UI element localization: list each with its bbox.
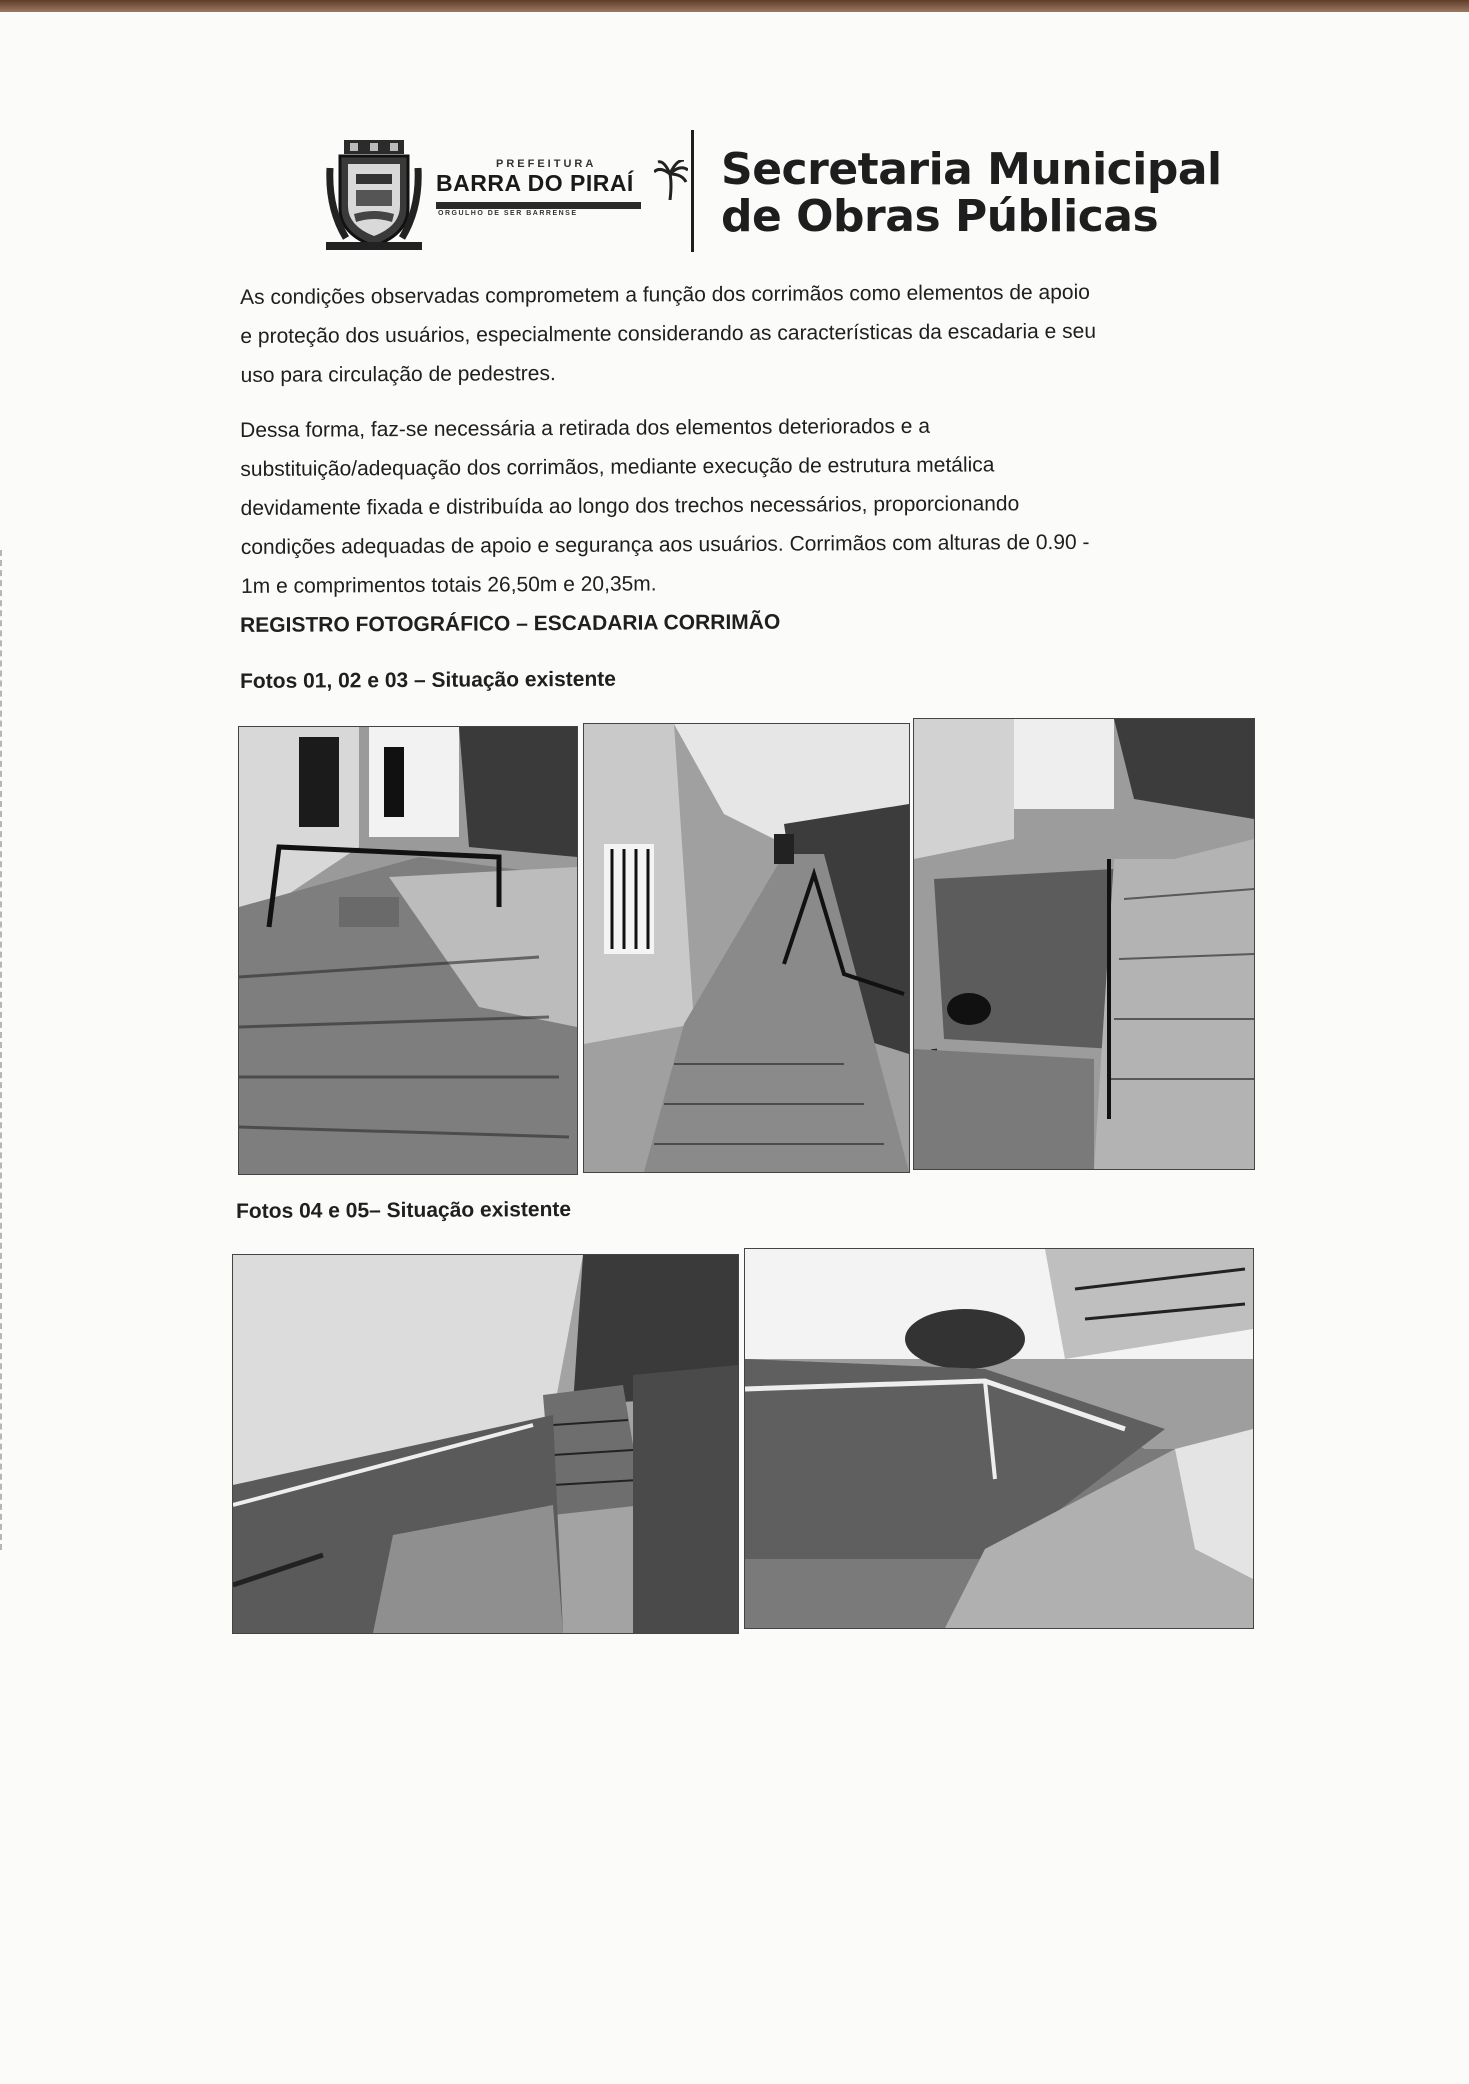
logo-city-name: BARRA DO PIRAÍ	[436, 170, 634, 196]
text-line: 1m e comprimentos totais 26,50m e 20,35m.	[241, 572, 657, 598]
text-line: condições adequadas de apoio e segurança aos usuários. Corrimãos com alturas de 0.90 -	[240, 530, 1090, 559]
photo-01	[238, 726, 578, 1175]
prefeitura-logo	[436, 158, 686, 238]
document-page	[0, 10, 1469, 2084]
photo-caption-2: Fotos 04 e 05– Situação existente	[236, 1197, 572, 1223]
photo-04	[232, 1254, 739, 1634]
logo-prefeitura-label: PREFEITURA	[496, 158, 597, 170]
photo-03	[913, 718, 1255, 1170]
text-line: substituição/adequação dos corrimãos, mediante execução de estrutura metálica	[240, 453, 995, 481]
text-line: As condições observadas comprometem a função dos corrimãos como elementos de apoio	[240, 280, 1090, 309]
photo-05	[744, 1248, 1254, 1629]
letterhead	[326, 120, 1226, 260]
municipal-crest-icon	[326, 138, 422, 252]
section-heading: REGISTRO FOTOGRÁFICO – ESCADARIA CORRIMÃO	[240, 610, 781, 637]
photo-caption-1: Fotos 01, 02 e 03 – Situação existente	[240, 667, 616, 693]
secretaria-title	[721, 146, 1222, 240]
header-divider	[691, 130, 694, 252]
text-line: uso para circulação de pedestres.	[240, 362, 556, 387]
photo-02	[583, 723, 910, 1173]
scan-edge-mark	[0, 550, 5, 1550]
text-line: e proteção dos usuários, especialmente considerando as características da escadaria e seu	[240, 319, 1097, 348]
scan-background-edge	[0, 0, 1469, 12]
palm-tree-icon	[654, 160, 688, 200]
secretaria-line-1: Secretaria Municipal	[721, 144, 1222, 195]
paragraph-1	[240, 272, 1251, 395]
paragraph-2	[240, 405, 1251, 606]
logo-motto: ORGULHO DE SER BARRENSE	[438, 210, 578, 217]
logo-rule	[436, 202, 641, 209]
text-line: Dessa forma, faz-se necessária a retirada dos elementos deteriorados e a	[240, 414, 931, 442]
text-line: devidamente fixada e distribuída ao longo dos trechos necessários, proporcionando	[240, 492, 1020, 520]
secretaria-line-2: de Obras Públicas	[721, 191, 1159, 242]
